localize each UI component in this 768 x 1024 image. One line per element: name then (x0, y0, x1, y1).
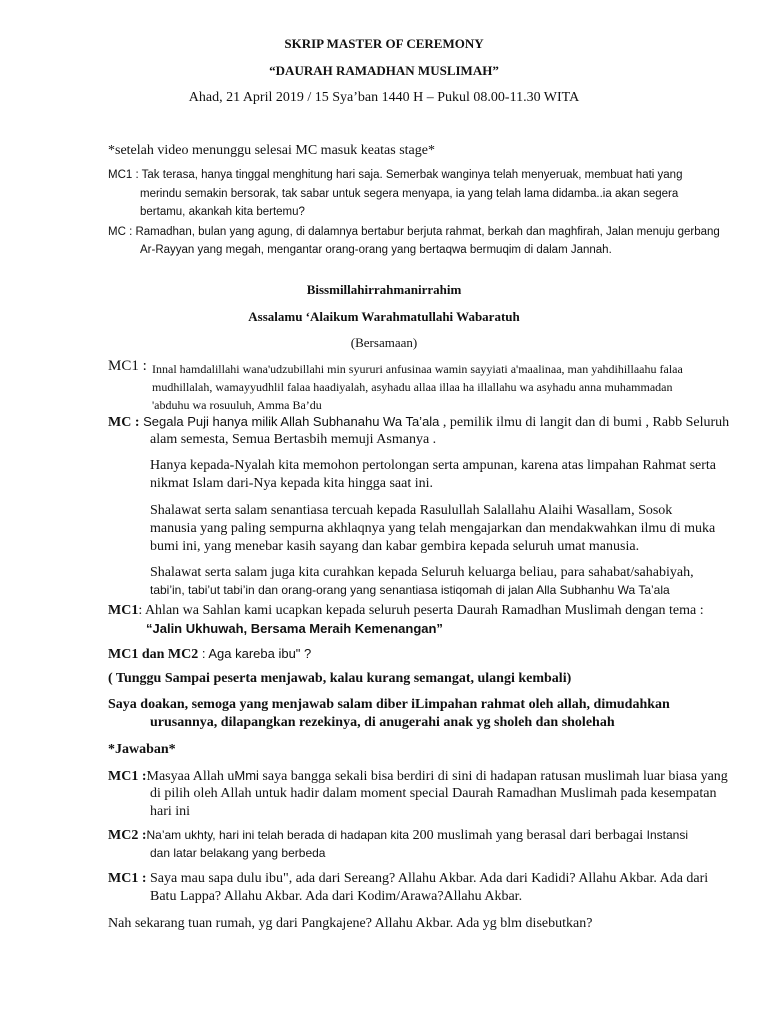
mc1-proud-line-2: di pilih oleh Allah untuk hadir dalam moment special Daurah Ramadhan Muslimah pada kesempatan (150, 786, 717, 801)
mc1-greet-line-1 (108, 871, 708, 887)
mc2-line-2: dan latar belakang yang berbeda (150, 846, 326, 860)
mc-praise-para4-line-1: Shalawat serta salam juga kita curahkan kepada Seluruh keluarga beliau, para sahabat/sahabiyah, (150, 565, 694, 580)
mc-praise-line-1-text: Segala Puji hanya milik Allah Subhanahu Wa Ta’ala (139, 414, 440, 429)
prayer-line-1: Saya doakan, semoga yang menjawab salam diber iLimpahan rahmat oleh allah, dimudahkan (108, 697, 670, 712)
mc1-proud-line-3: hari ini (150, 804, 191, 819)
mc1-proud-speaker-label: MC1 : (108, 769, 147, 784)
prayer-line-2: urusannya, dilapangkan rezekinya, di anugerahi anak yg sholeh dan sholehah (150, 715, 615, 730)
instruction-note: ( Tunggu Sampai peserta menjawab, kalau kurang semangat, ulangi kembali) (108, 671, 572, 686)
mc2-line-1 (108, 828, 688, 844)
mc1-greet-speaker-label: MC1 : (108, 871, 147, 886)
mc-praise-para2-line-2: nikmat Islam dari-Nya kepada kita hingga saat ini. (150, 476, 434, 491)
mc1-proud-text-a: Masyaa Allah u (146, 769, 235, 784)
event-date-line: Ahad, 21 April 2019 / 15 Sya’ban 1440 H – Pukul 08.00-11.30 WITA (188, 90, 580, 105)
mc-praise-para3-line-3: bumi ini, yang menebar kasih sayang dan kabar gembira kepada seluruh umat manusia. (150, 539, 640, 554)
mc1-proud-text-c: saya bangga sekali bisa berdiri di sini di hadapan ratusan muslimah luar biasa yang (258, 769, 728, 784)
together-note: (Bersamaan) (350, 335, 418, 350)
welcome-line (108, 603, 704, 619)
mc2-text-c: Instansi (646, 828, 689, 842)
answer-note: *Jawaban* (108, 742, 176, 757)
mc2-text-a: Na’am ukhty, hari ini telah berada di hadapan kita (146, 828, 410, 842)
greeting-speaker-label: MC1 dan MC2 (108, 647, 199, 662)
salam-heading: Assalamu ‘Alaikum Warahmatullahi Wabaratuh (248, 309, 520, 324)
mc2-text-b: 200 muslimah yang berasal dari berbagai (409, 828, 647, 843)
intro-mc1-line-1: MC1 : Tak terasa, hanya tinggal menghitung hari saja. Semerbak wanginya telah menyeruak, membuat hati yang (108, 169, 683, 181)
greeting-line (108, 646, 311, 663)
welcome-text: : Ahlan wa Sahlan kami ucapkan kepada seluruh peserta Daurah Ramadhan Muslimah dengan tema : (138, 603, 704, 618)
intro-mc-line-1: MC : Ramadhan, bulan yang agung, di dalamnya bertabur berjuta rahmat, berkah dan maghfirah, Jalan menuju gerbang (108, 226, 720, 238)
basmalah-heading: Bissmillahirrahmanirrahim (306, 282, 462, 297)
mc-praise-para3-line-2: manusia yang paling sempurna akhlaqnya yang telah mengajarkan dan mendakwahkan ilmu di muka (150, 521, 716, 536)
mc1-speaker-label: MC1 : (108, 358, 147, 374)
mc1-arabic-line-2: mudhillalah, wamayyudhlil falaa haadiyalah, asyhadu allaa illaa ha illallahu wa asyhadu anna muhammadan (152, 380, 673, 394)
mc-praise-para4-line-2: tabi’in, tabi’ut tabi’in dan orang-orang yang senantiasa istiqomah di jalan Alla Subhanhu Wa Ta’ala (150, 583, 670, 597)
document-title: SKRIP MASTER OF CEREMONY (284, 36, 484, 51)
document-subtitle: “DAURAH RAMADHAN MUSLIMAH” (269, 63, 499, 78)
welcome-speaker-label: MC1 (108, 603, 139, 618)
mc1-arabic-line-3: 'abduhu wa rosuuluh, Amma Ba’du (152, 398, 322, 412)
greeting-text: : Aga kareba ibu" ? (198, 646, 312, 661)
mc-praise-para2-line-1: Hanya kepada-Nyalah kita memohon pertolongan serta ampunan, karena atas limpahan Rahmat serta (150, 458, 717, 473)
mc-praise-line-2: alam semesta, Semua Bertasbih memuji Asmanya . (150, 432, 437, 447)
mc2-speaker-label: MC2 : (108, 828, 147, 843)
mc-speaker-label: MC : (108, 415, 140, 430)
intro-mc1-line-2: merindu semakin bersorak, tak sabar untuk segera menyapa, ia yang telah lama didamba..ia akan segera (140, 188, 679, 200)
mc1-proud-text-b: Mmi (234, 768, 259, 783)
mc1-greet-line-2: Batu Lappa? Allahu Akbar. Ada dari Kodim/Arawa?Allahu Akbar. (150, 889, 523, 904)
closing-line: Nah sekarang tuan rumah, yg dari Pangkajene? Allahu Akbar. Ada yg blm disebutkan? (108, 916, 593, 931)
stage-note: *setelah video menunggu selesai MC masuk keatas stage* (108, 143, 435, 158)
mc-praise-para3-line-1: Shalawat serta salam senantiasa tercuah kepada Rasulullah Salallahu Alaihi Wasallam, Sosok (150, 503, 673, 518)
mc-praise-line-1-end: , pemilik ilmu di langit dan di bumi , Rabb Seluruh (439, 415, 730, 430)
mc-praise-line-1 (108, 414, 729, 431)
intro-mc-line-2: Ar-Rayyan yang megah, mengantar orang-orang yang bertaqwa bermuqim di dalam Jannah. (140, 244, 612, 256)
mc1-arabic-line-1: Innal hamdalillahi wana'udzubillahi min syururi anfusinaa wamin sayyiati a'maalinaa, man yahdihillaahu falaa (152, 362, 683, 376)
intro-mc1-line-3: bertamu, akankah kita bertemu? (140, 206, 305, 218)
mc1-proud-line-1 (108, 768, 728, 785)
mc1-greet-text: Saya mau sapa dulu ibu", ada dari Sereang? Allahu Akbar. Ada dari Kadidi? Allahu Akbar. Ada dari (146, 871, 709, 886)
event-theme: “Jalin Ukhuwah, Bersama Meraih Kemenangan” (146, 621, 443, 636)
